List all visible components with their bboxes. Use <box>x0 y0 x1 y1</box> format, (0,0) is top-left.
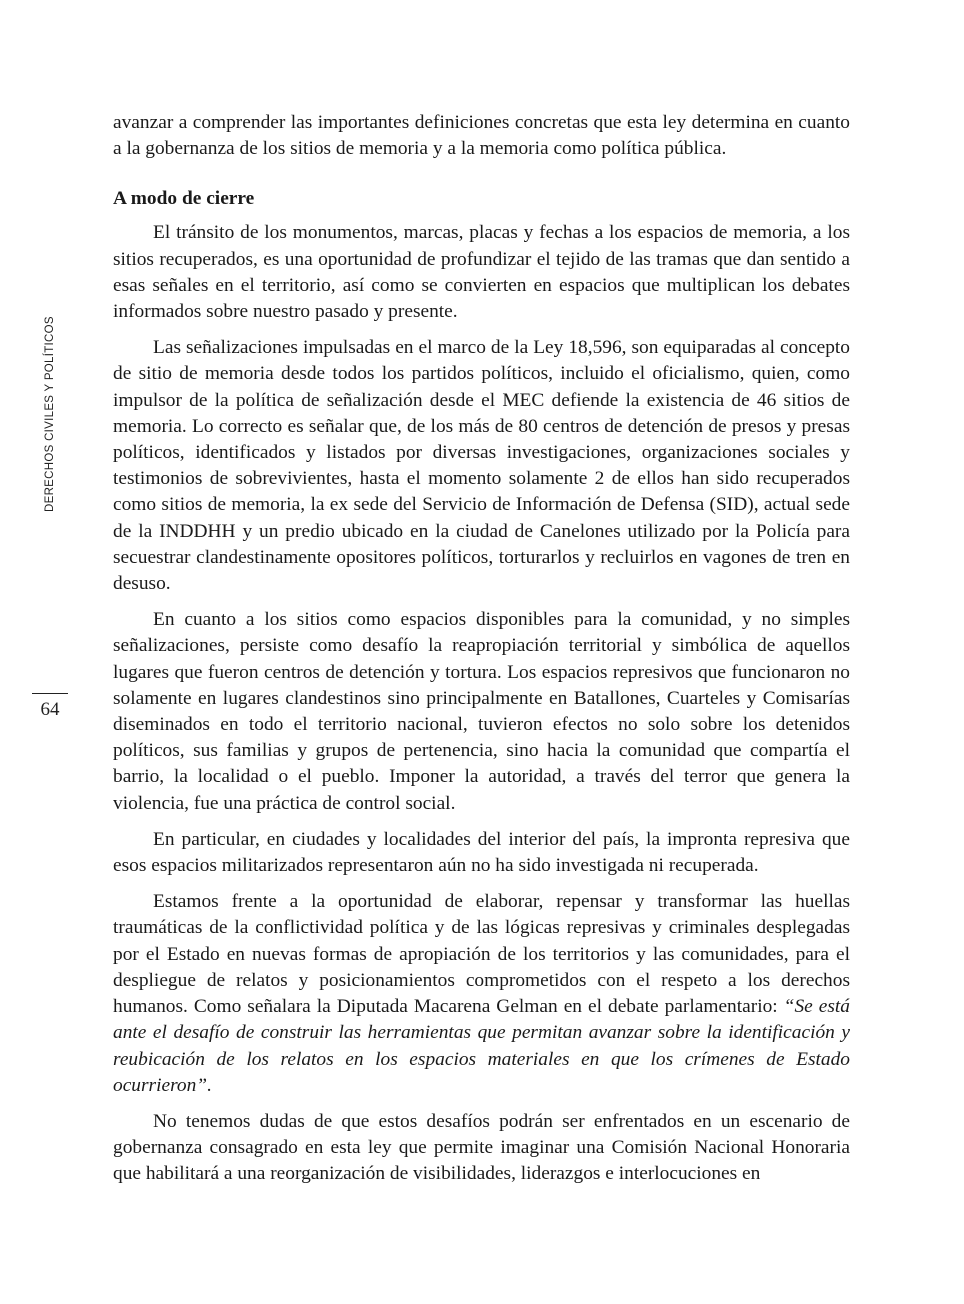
paragraph: En cuanto a los sitios como espacios disponibles para la comunidad, y no simples señalizaciones, persiste como desafío la reapropiación territorial y simbólica de aquellos lugares que fueron centros de detención y tortura. Los espacios represivos que funcionaron no solamente en lugares clandestinos sino principalmente en Batallones, Cuarteles y Comisarías diseminados en todo el territorio nacional, tuvieron efectos no solo sobre los detenidos políticos, sus familias y grupos de pertenencia, sino hacia la comunidad que compartía el barrio, la localidad o el pueblo. Imponer la autoridad, a través del terror que genera la violencia, fue una práctica de control social. <box>113 609 850 814</box>
paragraph-continued: avanzar a comprender las importantes definiciones concretas que esta ley determina en cuanto a la gobernanza de los sitios de memoria y a la memoria como política pública. <box>113 112 850 160</box>
page-body <box>113 110 850 1198</box>
paragraph: No tenemos dudas de que estos desafíos podrán ser enfrentados en un escenario de gobernanza consagrado en esta ley que permite imaginar una Comisión Nacional Honoraria que habilitará a una reorganización de visibilidades, liderazgos e interlocuciones en <box>113 1110 850 1185</box>
italic-quote: “Se está ante el desafío de construir las herramientas que permitan avanzar sobre la identificación y reubicación de los relatos en los espacios materiales en que los crímenes de Estado ocurrieron”. <box>113 996 850 1096</box>
section-heading: A modo de cierre <box>113 188 255 210</box>
page-number: 64 <box>40 699 60 720</box>
paragraph: En particular, en ciudades y localidades del interior del país, la impronta represiva que esos espacios militarizados representaron aún no ha sido investigada ni recuperada. <box>113 828 850 877</box>
paragraph-with-quote <box>113 889 850 1099</box>
paragraph: El tránsito de los monumentos, marcas, placas y fechas a los espacios de memoria, a los sitios recuperados, es una oportunidad de profundizar el tejido de las tramas que dan sentido a esas señales en el territorio, así como se convierten en espacios que multiplican los debates informados sobre nuestro pasado y presente. <box>113 222 850 323</box>
paragraph-text: Estamos frente a la oportunidad de elaborar, repensar y transformar las huellas traumáticas de la conflictividad política y de las lógicas represivas y criminales desplegadas por el Estado en nuevas formas de apropiación de los territorios y las comunidades, para el despliegue de relatos y posicionamientos comprometidos con el respeto a los derechos humanos. Como señalara la Diputada Macarena Gelman en el debate parlamentario: <box>113 891 850 1018</box>
paragraph: Las señalizaciones impulsadas en el marco de la Ley 18,596, son equiparadas al concepto de sitio de memoria desde todos los partidos políticos, incluido el oficialismo, quien, como impulsor de la política de señalización desde el MEC defiende la existencia de 46 sitios de memoria. Lo correcto es señalar que, de los más de 80 centros de detención de presos y presas políticos, identificados y listados por diversas investigaciones, organizaciones sociales y testimonios de sobrevivientes, hasta el momento solamente 2 de ellos han sido recuperados como sitios de memoria, la ex sede del Servicio de Información de Defensa (SID), actual sede de la INDDHH y un predio ubicado en la ciudad de Canelones utilizado por la Policía para secuestrar clandestinamente opositores políticos, torturarlos y recluirlos en vagones de tren en desuso. <box>113 337 850 595</box>
running-head: DERECHOS CIVILES Y POLÍTICOS <box>44 316 56 512</box>
page-number-rule <box>32 693 68 694</box>
